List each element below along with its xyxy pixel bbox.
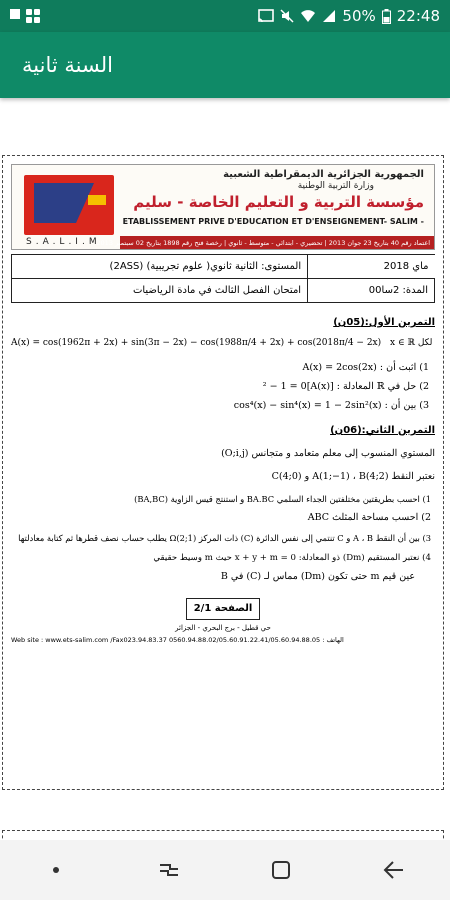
school-logo-icon: [24, 175, 114, 235]
date-cell: ماي 2018: [308, 255, 435, 279]
header-line4: ETABLISSEMENT PRIVE D'EDUCATION ET D'ENSEIGNEMENT- SALIM -: [122, 217, 424, 226]
grid-icon: [26, 9, 40, 23]
home-icon: [270, 859, 292, 881]
exercise1-q3: 3) بين أن : cos⁴(x) − sin⁴(x) = 1 − 2sin²(x): [233, 400, 429, 411]
wifi-icon: [300, 9, 316, 23]
app-title: السنة ثانية: [22, 53, 113, 77]
home-button[interactable]: [256, 850, 306, 890]
exercise1-q2: 2) حل في ℝ المعادلة : [A(x)]² − 1 = 0: [262, 381, 429, 392]
exam-info-table: [11, 254, 435, 303]
status-bar: [0, 0, 450, 32]
page-number-box: الصفحة 2/1: [186, 598, 260, 620]
footer-address: حي قطيل - برج البحري - الجزائر: [175, 624, 271, 632]
exercise2-q4: 4) نعتبر المستقيم (Dm) ذو المعادلة: x + y + m = 0 حيث m وسيط حقيقي: [153, 553, 431, 563]
signal-icon: [322, 9, 336, 23]
battery-percent: 50%: [342, 7, 376, 25]
nav-dot-button[interactable]: [31, 850, 81, 890]
clock: 22:48: [396, 7, 440, 25]
header-line2: وزارة التربية الوطنية: [297, 181, 374, 191]
school-header: [11, 164, 435, 250]
footer-contacts: Web site : www.ets-salim.com /Fax023.94.83.37 الهاتف : 0560.94.88.02/05.60.91.22.41/05.60.94.88.05: [11, 636, 344, 644]
battery-icon: [382, 9, 391, 24]
logo-text: S.A.L.I.M: [26, 237, 101, 247]
mute-icon: [280, 9, 294, 23]
exercise2-q2: 2) احسب مساحة المثلث ABC: [307, 512, 431, 523]
navigation-bar: [0, 840, 450, 900]
duration-cell: المدة: 2سا00: [308, 279, 435, 303]
exercise1-title: التمرين الأول:(05ن): [333, 317, 435, 328]
status-right: [258, 7, 440, 25]
exercise2-l1: المستوي المنسوب إلى معلم متعامد و متجانس (O;i,j): [221, 448, 435, 459]
dot-icon: [53, 867, 59, 873]
back-arrow-icon: [383, 860, 405, 880]
exam-title-cell: امتحان الفصل الثالث في مادة الرياضيات: [12, 279, 308, 303]
header-line3: مؤسسة التربية و التعليم الخاصة - سليم: [133, 193, 424, 211]
exercise2-title: التمرين الثاني:(06ن): [330, 425, 435, 436]
exercise1-formula: [11, 338, 435, 348]
formula-text: A(x) = cos(1962π + 2x) + sin(3π − 2x) − cos(1988π/4 + 2x) + cos(2018π/4 − 2x): [11, 338, 382, 348]
exam-page[interactable]: [2, 155, 444, 790]
notification-icons: [10, 9, 40, 23]
header-band: اعتماد رقم 40 بتاريخ 23 جوان 2013 | تحضيري - ابتدائي - متوسط - ثانوي | رخصة فتح رقم 1898 بتاريخ 02 سبتمبر 2013: [120, 236, 434, 249]
header-line1: الجمهورية الجزائرية الديمقراطية الشعبية: [223, 169, 424, 180]
exercise2-q1: 1) احسب بطريقتين مختلفتين الجداء السلمي BA.BC و استنتج قيس الزاوية (BA,BC): [134, 494, 431, 504]
notification-square-icon: [10, 9, 20, 19]
exercise2-q3: 3) بين أن النقط A ، B و C تنتمي إلى نفس الدائرة (C) ذات المركز Ω(2;1) يطلب حساب نصف قطرها ثم كتابة معادلتها: [18, 533, 431, 543]
exercise2-l2: نعتبر النقط A(1;−1) ، B(4;2) و C(4;0): [271, 471, 435, 482]
cast-icon: [258, 9, 274, 23]
recent-apps-icon: [158, 861, 180, 879]
formula-domain: x ∈ ℝ لكل: [390, 338, 433, 348]
level-cell: المستوى: الثانية ثانوي( علوم تجريبية) (2ASS): [12, 255, 308, 279]
recent-apps-button[interactable]: [144, 850, 194, 890]
exercise1-q1: 1) اثبت أن : A(x) = 2cos(2x): [302, 362, 429, 373]
exercise2-q4b: عين قيم m حتى تكون (Dm) مماس لـ (C) في B: [220, 571, 415, 582]
app-bar: [0, 32, 450, 98]
back-button[interactable]: [369, 850, 419, 890]
